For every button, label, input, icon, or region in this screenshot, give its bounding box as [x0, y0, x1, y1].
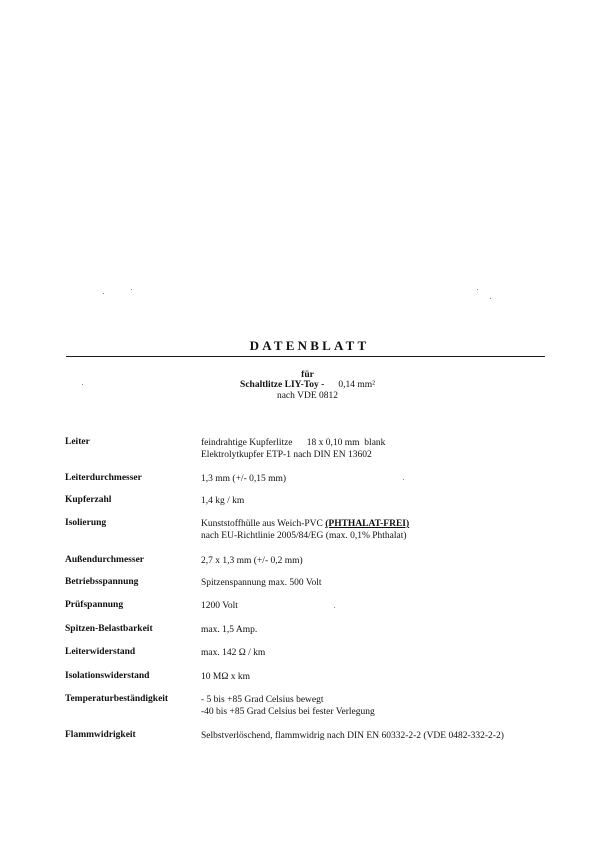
spec-value-line: max. 1,5 Amp. — [201, 625, 258, 635]
spec-label: Außendurchmesser — [65, 555, 144, 565]
spec-value — [201, 495, 244, 507]
spec-value-line: 2,7 x 1,3 mm (+/- 0,2 mm) — [201, 556, 303, 566]
spec-label: Leiterwiderstand — [65, 647, 136, 657]
spec-value-line: 1,3 mm (+/- 0,15 mm) — [201, 474, 287, 484]
spec-value-line — [201, 518, 409, 530]
product-size: 0,14 mm² — [338, 380, 375, 390]
spec-value — [201, 624, 257, 636]
phthalat-frei-emphasis: (PHTHALAT-FREI) — [325, 519, 410, 529]
spec-label: Spitzen-Belastbarkeit — [65, 624, 153, 634]
document-title: DATENBLATT — [249, 338, 370, 353]
spec-value — [201, 518, 409, 542]
norm-reference: nach VDE 0812 — [276, 391, 339, 401]
product-line — [0, 380, 601, 390]
spec-value — [201, 555, 303, 567]
spec-label: Leiterdurchmesser — [65, 473, 142, 483]
spec-value-line: 1200 Volt — [201, 601, 238, 611]
spec-value — [201, 473, 286, 485]
spec-value — [201, 577, 322, 589]
spec-value-line: max. 142 Ω / km — [201, 648, 266, 658]
spec-value-line: nach EU-Richtlinie 2005/84/EG (max. 0,1% Phthalat) — [201, 531, 407, 541]
title-rule — [66, 356, 545, 357]
spec-value — [201, 647, 265, 659]
spec-value-line: Selbstverlöschend, flammwidrig nach DIN EN 60332-2-2 (VDE 0482-332-2-2) — [201, 731, 504, 741]
spec-value — [201, 600, 238, 612]
spec-value-line: 10 MΩ x km — [201, 672, 251, 682]
spec-value-line: feindrahtige Kupferlitze 18 x 0,10 mm blank — [201, 438, 386, 448]
spec-label: Temperaturbeständigkeit — [65, 694, 169, 704]
spec-label: Kupferzahl — [65, 495, 112, 505]
spec-label: Leiter — [65, 437, 90, 447]
spec-value — [201, 694, 375, 718]
spec-value-line: 1,4 kg / km — [201, 496, 245, 506]
spec-value — [201, 437, 385, 461]
spec-label: Prüfspannung — [65, 600, 124, 610]
spec-label: Betriebsspannung — [65, 577, 139, 587]
spec-label: Flammwidrigkeit — [65, 730, 136, 740]
spec-value-line: Spitzenspannung max. 500 Volt — [201, 578, 322, 588]
spec-value — [201, 671, 250, 683]
spec-value-line: -40 bis +85 Grad Celsius bei fester Verlegung — [201, 707, 375, 717]
spec-value-line: Elektrolytkupfer ETP-1 nach DIN EN 13602 — [201, 450, 372, 460]
subtitle-fuer: für — [301, 370, 314, 380]
spec-label: Isolierung — [65, 518, 107, 528]
spec-value-line: - 5 bis +85 Grad Celsius bewegt — [201, 695, 324, 705]
spec-value — [201, 730, 504, 742]
spec-value-text: Kunststoffhülle aus Weich-PVC — [201, 519, 326, 529]
spec-label: Isolationswiderstand — [65, 671, 150, 681]
product-name: Schaltlitze LIY-Toy - — [240, 380, 325, 390]
